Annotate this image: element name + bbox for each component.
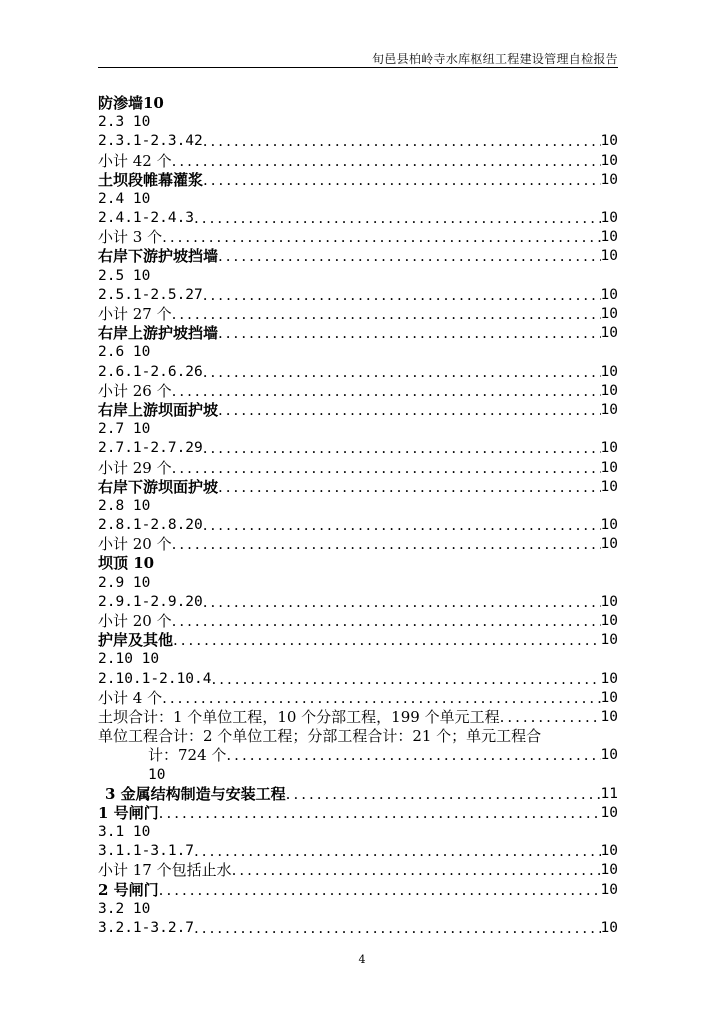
toc-entry[interactable] [98, 439, 618, 458]
toc-entry[interactable] [98, 900, 618, 919]
toc-entry-title: 2.9 10 [98, 574, 151, 591]
dot-leader [286, 785, 601, 804]
toc-entry-title: 土坝合计：1 个单位工程，10 个分部工程，199 个单元工程 [98, 708, 500, 726]
toc-entry[interactable] [98, 804, 618, 823]
dot-leader [162, 228, 600, 247]
toc-entry-page: 10 [600, 210, 618, 227]
toc-entry[interactable] [98, 363, 618, 382]
toc-entry-title: 2.10.1-2.10.4 [98, 670, 212, 687]
dot-leader [172, 535, 601, 554]
toc-entry-title: 3.1 10 [98, 824, 151, 841]
toc-entry[interactable] [98, 248, 618, 267]
dot-leader [194, 842, 601, 861]
toc-entry[interactable] [98, 267, 618, 286]
toc-entry-page: 10 [600, 459, 618, 476]
toc-entry-page: 10 [600, 843, 618, 860]
toc-entry-page: 10 [600, 632, 618, 649]
toc-entry[interactable] [98, 209, 618, 228]
toc-entry[interactable] [98, 631, 618, 650]
toc-entry-title: 计：724 个 [148, 746, 227, 765]
toc-entry[interactable] [98, 171, 618, 190]
dot-leader [232, 862, 601, 881]
toc-entry-page: 10 [600, 804, 618, 821]
dot-leader [203, 363, 601, 382]
toc-entry[interactable] [98, 113, 618, 132]
toc-entry-title: 2.4 10 [98, 190, 151, 207]
toc-entry-title: 2.4.1-2.4.3 [98, 210, 195, 227]
toc-entry[interactable] [98, 324, 618, 343]
toc-entry[interactable] [98, 401, 618, 420]
dot-leader [203, 286, 601, 305]
toc-entry-title: 3.1.1-3.1.7 [98, 843, 195, 860]
toc-entry-title: 2.6.1-2.6.26 [98, 363, 203, 380]
toc-entry-title: 2.10 10 [98, 651, 160, 668]
dot-leader [173, 631, 601, 650]
dot-leader [218, 248, 601, 267]
toc-entry-title: 土坝段帷幕灌浆 [98, 170, 204, 189]
dot-leader [203, 439, 601, 458]
toc-entry-page: 10 [600, 363, 618, 380]
toc-entry[interactable] [98, 94, 618, 113]
dot-leader [172, 459, 601, 478]
toc-entry[interactable] [98, 343, 618, 362]
toc-entry-title: 2.7.1-2.7.29 [98, 440, 203, 457]
toc-entry-title: 2.3 10 [98, 114, 151, 131]
toc-entry-page: 10 [600, 382, 618, 399]
dot-leader [159, 804, 601, 823]
toc-entry-page: 10 [600, 613, 618, 630]
toc-entry-title: 小计 4 个 [98, 688, 163, 707]
header-rule [98, 67, 618, 68]
toc-entry-page: 10 [600, 862, 618, 879]
toc-entry-title: 2.3.1-2.3.42 [98, 133, 203, 150]
toc-entry-title: 小计 26 个 [98, 381, 172, 400]
toc-entry-page: 10 [600, 152, 618, 169]
toc-entry[interactable] [98, 574, 618, 593]
toc-entry-title: 右岸下游护坡挡墙 [98, 247, 219, 266]
dot-leader [172, 305, 601, 324]
toc-entry-title: 2.6 10 [98, 344, 151, 361]
toc-entry-page: 10 [600, 920, 618, 937]
toc-entry[interactable] [98, 555, 618, 574]
dot-leader [162, 689, 600, 708]
toc-entry-title: 2.5 10 [98, 267, 151, 284]
dot-leader [218, 324, 601, 343]
dot-leader [226, 746, 600, 765]
dot-leader [212, 670, 601, 689]
dot-leader [159, 881, 601, 900]
toc-entry-title: 2.8.1-2.8.20 [98, 517, 203, 534]
toc-entry-title: 3.2.1-3.2.7 [98, 920, 195, 937]
toc-entry-title: 右岸下游坝面护坡 [98, 477, 219, 496]
dot-leader [194, 209, 601, 228]
toc-entry-page: 10 [600, 593, 618, 610]
running-header: 旬邑县柏岭寺水库枢纽工程建设管理自检报告 [371, 52, 618, 66]
toc-entry[interactable] [98, 305, 618, 324]
dot-leader [172, 152, 601, 171]
toc-entry[interactable] [98, 593, 618, 612]
toc-entry[interactable] [98, 535, 618, 554]
toc-entry[interactable] [98, 670, 618, 689]
toc-entry-page: 10 [600, 248, 618, 265]
toc-entry[interactable] [98, 478, 618, 497]
toc-entry-page: 11 [600, 785, 618, 802]
toc-entry-page: 10 [600, 229, 618, 246]
toc-entry[interactable] [98, 190, 618, 209]
toc-entry-page: 10 [600, 478, 618, 495]
toc-entry-page: 10 [600, 133, 618, 150]
toc-entry[interactable] [98, 766, 618, 785]
dot-leader [172, 612, 601, 631]
toc-entry-title: 10 [148, 766, 166, 783]
toc-entry[interactable] [98, 286, 618, 305]
toc-entry-title: 护岸及其他 [98, 631, 174, 650]
toc-entry-page: 10 [600, 881, 618, 898]
toc-entry[interactable] [98, 132, 618, 151]
page-number: 4 [358, 953, 366, 966]
toc-entry-page: 10 [600, 325, 618, 342]
dot-leader [218, 401, 601, 420]
toc-entry[interactable] [98, 516, 618, 535]
toc-entry[interactable] [98, 823, 618, 842]
toc-entry[interactable] [98, 228, 618, 247]
toc-entry[interactable] [98, 152, 618, 171]
toc-entry-title: 2 号闸门 [98, 880, 159, 899]
toc-entry-title: 坝顶 10 [98, 554, 155, 573]
toc-entry-title: 2.7 10 [98, 421, 151, 438]
dot-leader [203, 132, 601, 151]
toc-entry-page: 10 [600, 306, 618, 323]
dot-leader [203, 593, 601, 612]
toc-entry[interactable] [98, 727, 618, 746]
toc-entry-title: 3 金属结构制造与安装工程 [105, 784, 286, 803]
dot-leader [172, 382, 601, 401]
toc-entry-title: 小计 29 个 [98, 458, 172, 477]
toc-entry[interactable] [98, 881, 618, 900]
toc-entry[interactable] [98, 708, 618, 727]
toc-entry-title: 单位工程合计：2 个单位工程；分部工程合计：21 个；单元工程合 [98, 727, 542, 746]
toc-entry[interactable] [98, 497, 618, 516]
dot-leader [203, 516, 601, 535]
toc-entry-title: 2.5.1-2.5.27 [98, 286, 203, 303]
dot-leader [218, 478, 601, 497]
toc-entry-title: 小计 20 个 [98, 612, 172, 631]
toc-entry-title: 2.9.1-2.9.20 [98, 593, 203, 610]
toc-entry-page: 10 [600, 747, 618, 764]
toc-entry[interactable] [98, 919, 618, 938]
toc-entry[interactable] [98, 862, 618, 881]
toc-entry-title: 3.2 10 [98, 900, 151, 917]
toc-entry-title: 2.8 10 [98, 497, 151, 514]
toc-entry-page: 10 [600, 689, 618, 706]
toc-entry[interactable] [98, 382, 618, 401]
toc-entry-title: 防渗墙10 [98, 94, 164, 112]
toc-entry[interactable] [98, 746, 618, 765]
toc-entry-page: 10 [600, 171, 618, 188]
toc-entry-page: 10 [600, 536, 618, 553]
dot-leader [194, 919, 601, 938]
toc-entry[interactable] [98, 842, 618, 861]
toc-entry-page: 10 [600, 286, 618, 303]
dot-leader [203, 171, 601, 190]
toc-entry-page: 10 [600, 440, 618, 457]
toc-entry-page: 10 [600, 517, 618, 534]
toc-entry-page: 10 [600, 708, 618, 725]
toc-entry-title: 小计 42 个 [98, 151, 172, 170]
toc-entry-title: 右岸上游护坡挡墙 [98, 324, 219, 343]
toc-entry[interactable] [98, 785, 618, 804]
toc-entry[interactable] [98, 689, 618, 708]
toc-entry[interactable] [98, 459, 618, 478]
toc-entry-title: 小计 20 个 [98, 535, 172, 554]
toc-entry-title: 小计 3 个 [98, 228, 163, 247]
toc-entry[interactable] [98, 612, 618, 631]
toc-entry[interactable] [98, 650, 618, 669]
toc-entry[interactable] [98, 420, 618, 439]
toc-entry-title: 小计 17 个包括止水 [98, 861, 232, 880]
toc-entry-title: 1 号闸门 [98, 803, 159, 822]
dot-leader [500, 708, 601, 727]
table-of-contents [98, 94, 618, 938]
toc-entry-page: 10 [600, 401, 618, 418]
toc-entry-title: 右岸上游坝面护坡 [98, 401, 219, 419]
toc-entry-page: 10 [600, 670, 618, 687]
toc-entry-title: 小计 27 个 [98, 305, 172, 324]
